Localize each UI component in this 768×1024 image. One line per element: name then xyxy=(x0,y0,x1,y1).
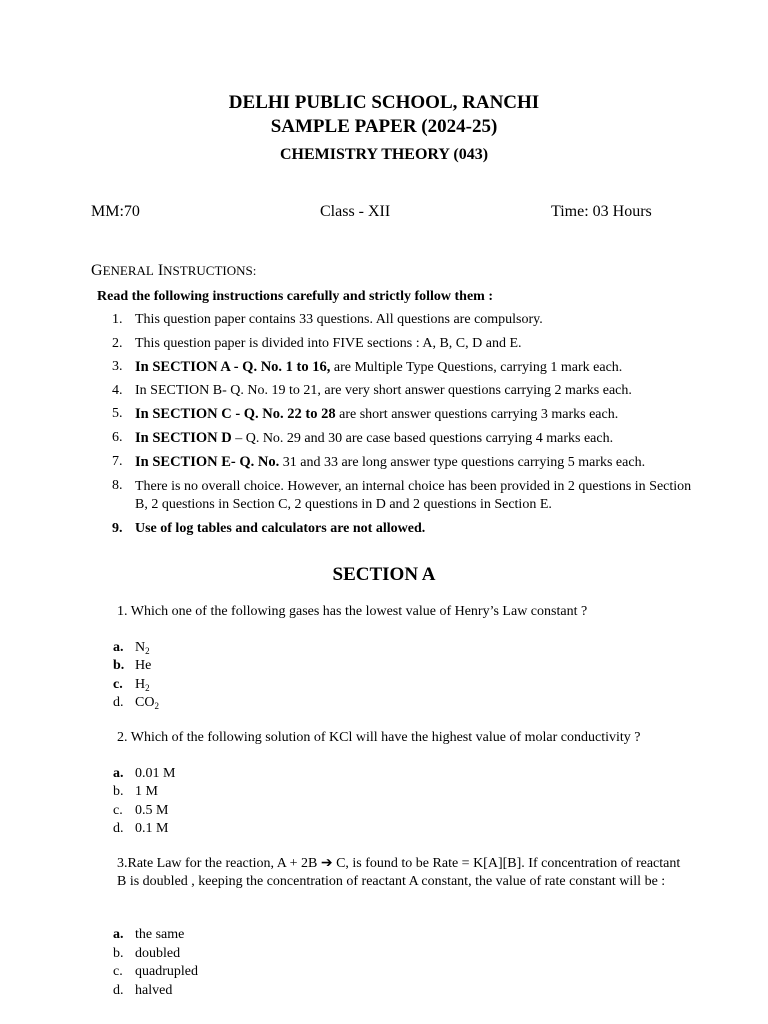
option-item: d. $CO_2$ xyxy=(113,695,159,711)
time-label: Time: 03 Hours xyxy=(551,203,652,220)
instruction-item: 4. In SECTION B- Q. No. 19 to 21, are very short answer questions carrying 2 marks each. xyxy=(112,383,632,398)
option-item: d. 0.1 M xyxy=(113,821,169,836)
max-marks: MM:70 xyxy=(91,203,140,220)
option-item: c. quadrupled xyxy=(113,964,198,979)
option-item: d. halved xyxy=(113,983,173,998)
instruction-item: 6. In SECTION D – Q. No. 29 and 30 are case based questions carrying 4 marks each. xyxy=(112,430,614,446)
arrow-icon: ➔ xyxy=(320,856,333,871)
instruction-item: 9. Use of log tables and calculators are not allowed. xyxy=(112,521,426,536)
subject-title: CHEMISTRY THEORY (043) xyxy=(279,146,489,163)
instruction-item: 1. This question paper contains 33 questions. All questions are compulsory. xyxy=(112,312,543,327)
school-name: DELHI PUBLIC SCHOOL, RANCHI xyxy=(228,92,540,113)
option-item: c. 0.5 M xyxy=(113,803,169,818)
option-item: a. the same xyxy=(113,927,185,942)
paper-title: SAMPLE PAPER (2024-25) xyxy=(270,116,498,137)
class-label: Class - XII xyxy=(320,203,391,220)
instruction-item: 3. In SECTION A - Q. No. 1 to 16, are Multiple Type Questions, carrying 1 mark each. xyxy=(112,359,623,375)
option-item: b. 1 M xyxy=(113,784,158,799)
option-item: c. $H_2$ xyxy=(113,677,150,693)
instruction-item: 8. There is no overall choice. However, an internal choice has been provided in 2 questions in Section B, 2 questions in Section C, 2 questions in D and 2 questions in Section E. xyxy=(112,478,692,512)
option-item: a. $N_2$ xyxy=(113,640,150,656)
option-item: b. He xyxy=(113,658,152,673)
question-text: 2. Which of the following solution of KCl will have the highest value of molar conductivity ? xyxy=(117,730,641,745)
general-instructions-heading: GENERAL INSTRUCTIONS: xyxy=(91,262,257,279)
question-text: 1. Which one of the following gases has the lowest value of Henry’s Law constant ? xyxy=(117,604,588,619)
instruction-item: 5. In SECTION C - Q. No. 22 to 28 are short answer questions carrying 3 marks each. xyxy=(112,406,619,422)
question-text: 3.Rate Law for the reaction, A + 2B ➔ C, is found to be Rate = K[A][B]. If concentration of reactant B is doubled , keeping the concentration of reactant A constant, the value of rate constant will be : xyxy=(117,856,681,889)
option-item: a. 0.01 M xyxy=(113,766,176,781)
read-instructions-line: Read the following instructions carefully and strictly follow them : xyxy=(97,289,493,304)
option-item: b. doubled xyxy=(113,946,181,961)
section-heading: SECTION A xyxy=(332,564,436,585)
instruction-item: 2. This question paper is divided into FIVE sections : A, B, C, D and E. xyxy=(112,336,522,351)
instruction-item: 7. In SECTION E- Q. No. 31 and 33 are long answer type questions carrying 5 marks each. xyxy=(112,454,646,470)
